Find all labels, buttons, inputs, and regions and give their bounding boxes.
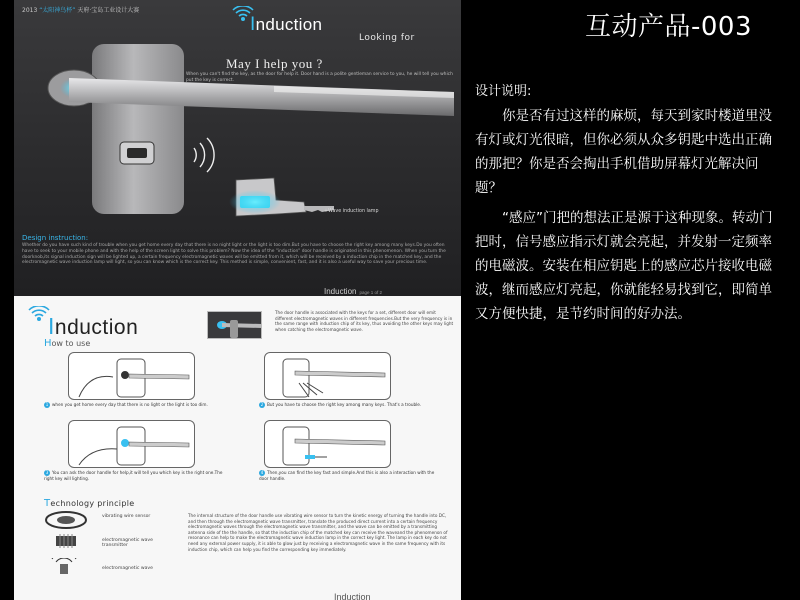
- contest-name: 2013 “太阳神鸟杯” 天府·宝岛工业设计大赛: [22, 7, 140, 14]
- description-label: 设计说明:: [475, 84, 532, 99]
- wave-lamp-note: +Wave induction lamp: [324, 209, 379, 214]
- handle-description: The door handle is associated with the keys for a set, different door will emit different electromagnetic waves in different frequencies.But the very frequency is in the same range with induction chip of its key, thus avoiding the other keys may light when catching the electromagnetic wave.: [275, 310, 454, 332]
- step-4-illustration: [264, 420, 391, 468]
- description-paragraph-2: “感应”门把的想法正是源于这种现象。转动门把时，信号感应指示灯就会亮起，并发射一定频率的电磁波。安装在相应钥匙上的感应芯片接收电磁波，继而感应灯亮起，你就能轻易找到它，即简单又方便快捷，是节约时间的好办法。: [475, 210, 773, 322]
- step-1-illustration: [68, 352, 195, 400]
- transmitter-label: electromagnetic wave transmitter: [102, 538, 153, 549]
- wave-icon: [50, 558, 78, 576]
- poster-bottom-panel: [14, 296, 461, 600]
- poster-top-panel: [14, 0, 461, 296]
- vibrating-sensor-icon: [44, 510, 89, 530]
- technology-text: The internal structure of the door handle use vibrating wire sensor to turn the kinetic energy of turning the handle into DC, and then through the electromagnetic wave transmitter, translate the produced direct current into a certain frequency electromagnetic waves through the electromagnetic wave transmitter, and the wave can be emitted by a transmitting antenna side of the the handle, so that the induction chip of the matched key can receive the waveand the phenomenon of resonance can help to make the electromagnetic wave induction lamp in the correct key light. The lamp in each key do not need any external power supply, it is able to glow just by receiving a electromagnetic wave in the same frequency with its induction chip, which can help you find the corresponding key immediately.: [188, 513, 448, 552]
- vibrating-sensor-label: vibrating wire sensor: [102, 514, 151, 519]
- technology-title: Technology principle: [44, 498, 135, 509]
- step-3-caption: 3 You can ask the door handle for help,it will tell you which key is the right one.The right key will lighting.: [44, 470, 223, 481]
- product-thumbnail: [207, 311, 262, 339]
- help-title: May I help you ?: [226, 56, 323, 71]
- description-paragraph-1: 你是否有过这样的麻烦，每天到家时楼道里没有灯或灯光很暗，但你必须从众多钥匙中选出正确的那把？你是否会掏出手机借助屏幕灯光解决问题？: [475, 108, 772, 196]
- wave-label: electromagnetic wave: [102, 566, 153, 571]
- design-instruction-text: Whether do you have such kind of trouble when you get home every day that there is no night light or the light is too dim.But you have to choose the right key among many keys.Do you often have to seek to your mobile phone and with the help of the screen light to solve this problem? Now the idea of the "induction" door handle is originated in this phenomenon. When you turn the doorknob,its signal induction sign will be lighted up, a certain frequency electromagnetic waves will be emitted from it, which will be received by a induction chip in the matched key, and the electromagnetic wave induction lamp will light, so you can know which is the correct key. This method is simple, convenient, fast, and it is also a useful way to save your precious time.: [22, 243, 446, 266]
- page-title: 互动产品-003: [585, 12, 753, 42]
- brand-logo: Induction: [48, 313, 139, 339]
- step-2-illustration: [264, 352, 391, 400]
- wireless-icon: [28, 306, 50, 322]
- glowing-key: [229, 178, 334, 216]
- page-footer-2: Induction: [334, 592, 371, 600]
- design-instruction-title: Design instruction:: [22, 234, 89, 242]
- page-footer-1: Induction page 1 of 2: [324, 287, 383, 296]
- brand-subtitle: Looking for: [359, 33, 415, 43]
- transmitter-icon: [54, 534, 78, 548]
- brand-logo: Induction: [250, 14, 323, 35]
- help-description: When you can't find the key, as the door for help it. Door hand is a polite gentleman service to you, he will tell you which put the key is correct.: [186, 72, 453, 83]
- door-handle-illustration: [14, 30, 461, 235]
- step-4-caption: 4 Then,you can find the key fast and simple.And this is also a interaction with the door handle.: [259, 470, 435, 481]
- step-3-illustration: [68, 420, 195, 468]
- poster-image: [14, 0, 461, 600]
- how-to-use-title: How to use: [44, 338, 91, 349]
- step-1-caption: 1 when you get home every day that there is no light or the light is too dim.: [45, 402, 208, 407]
- door-plate: [92, 44, 184, 214]
- step-2-caption: 2 But you have to choose the right key among many keys. That's a trouble.: [260, 402, 422, 407]
